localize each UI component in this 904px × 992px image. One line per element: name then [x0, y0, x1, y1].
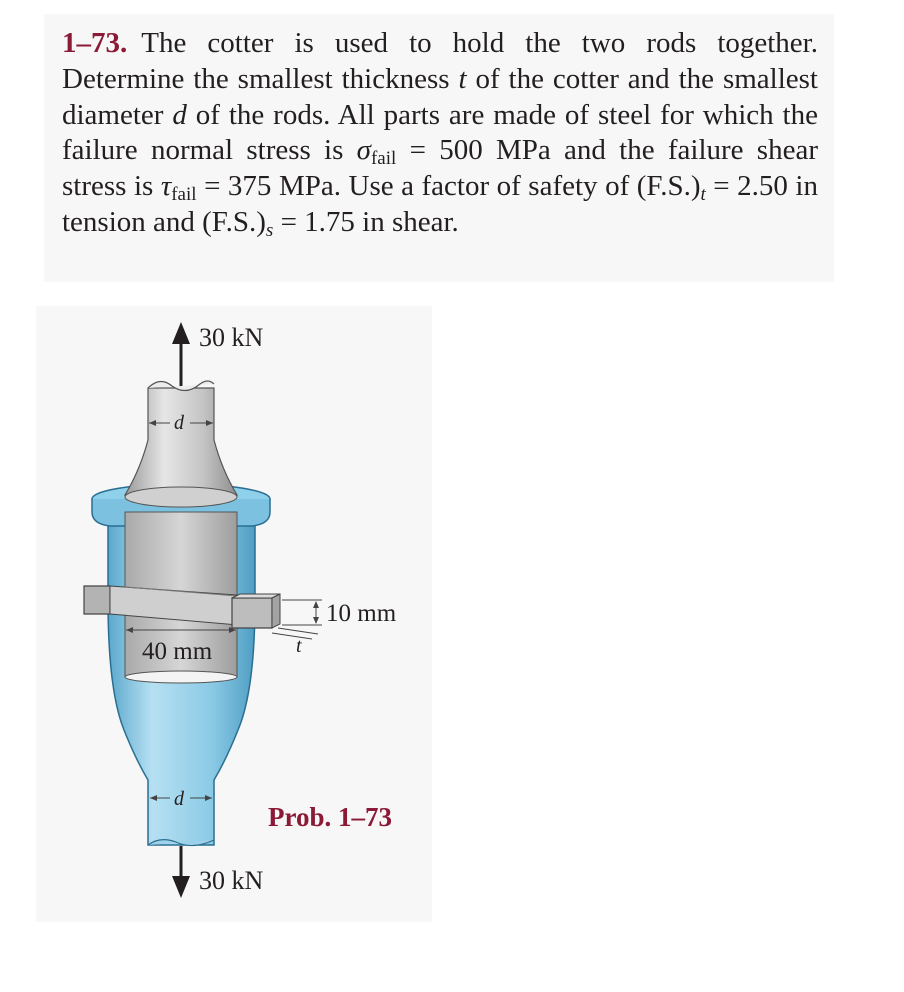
dim-10mm-label: 10 mm — [326, 600, 397, 627]
figure-caption: Prob. 1–73 — [268, 802, 393, 832]
dim-10mm — [282, 600, 322, 625]
dim-t — [272, 628, 318, 639]
top-load-label: 30 kN — [199, 323, 264, 352]
dim-40mm-label: 40 mm — [142, 638, 213, 665]
diameter-d-bottom-label: d — [174, 788, 184, 810]
problem-number: 1–73. — [62, 27, 128, 59]
thickness-t-label: t — [296, 635, 302, 657]
diameter-d-top-label: d — [174, 412, 184, 434]
bottom-load-arrow — [172, 846, 190, 898]
bottom-load-label: 30 kN — [199, 866, 264, 895]
top-rod — [125, 381, 237, 507]
problem-statement: 1–73. The cotter is used to hold the two rods together. Determine the smallest thickness t of the cotter and the smallest diameter d of the rods. All parts are made of steel for which the failure normal stress is $\sigma_{fail} = 500$ MPa and the failure shear stress is $\tau_{fail} = 375$ MPa. Use a factor of safety of $(F.S.)_t = 2.50$ in tension and $(F.S.)_s = 1.75$ in shear. — [62, 27, 818, 241]
top-load-arrow — [172, 322, 190, 394]
